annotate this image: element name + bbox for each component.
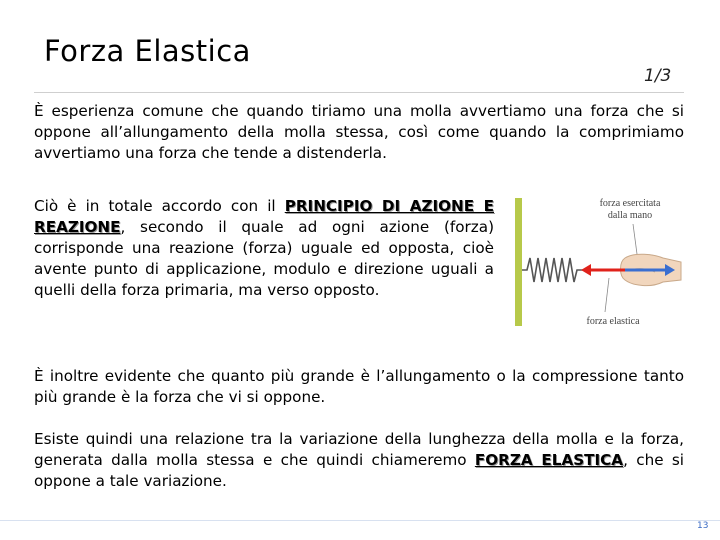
page-number: 13: [697, 521, 709, 531]
paragraph-definition-start: Esiste quindi una relazione tra la variazione della lunghezza della molla e la forza, generata dalla molla stessa e che quindi chiameremo: [34, 430, 684, 469]
elastic-force-label: forza elastica: [586, 316, 640, 327]
slide-title: Forza Elastica: [44, 34, 251, 68]
spring-label-leader: [605, 278, 609, 312]
wall: [515, 198, 522, 326]
principle-highlight: PRINCIPIO DI AZIONE E REAZIONE: [34, 197, 494, 236]
hand-force-label-line2: dalla mano: [607, 210, 653, 221]
hand-force-label-line1: forza esercitata: [599, 198, 661, 209]
paragraph-principle: [34, 196, 494, 301]
slide-counter: 1/3: [644, 66, 672, 86]
paragraph-definition: [34, 429, 684, 492]
hand-label-leader: [633, 224, 637, 254]
paragraph-definition-end: , che si oppone a tale variazione.: [34, 451, 685, 490]
title-divider: [34, 92, 684, 93]
elastic-force-arrowhead: [581, 264, 591, 276]
paragraph-intro: È esperienza comune che quando tiriamo una molla avvertiamo una forza che si oppone all’allungamento della molla stessa, così come quando la comprimiamo avvertiamo una forza che tende a distenderla.: [34, 102, 684, 162]
spring-figure: [513, 188, 683, 328]
paragraph-proportionality: È inoltre evidente che quanto più grande è l’allungamento o la compressione tanto più grande è la forza che vi si oppone.: [34, 367, 684, 406]
paragraph-principle-end: , secondo il quale ad ogni azione (forza) corrisponde una reazione (forza) uguale ed opposta, cioè avente punto di applicazione, modulo e direzione uguali a quelli della forza primaria, ma verso opposto.: [34, 218, 494, 299]
footer-divider: [0, 520, 720, 521]
elastic-force-highlight: FORZA ELASTICA: [474, 451, 624, 469]
spring-coil: [522, 258, 585, 282]
paragraph-principle-start: Ciò è in totale accordo con il: [34, 197, 285, 215]
